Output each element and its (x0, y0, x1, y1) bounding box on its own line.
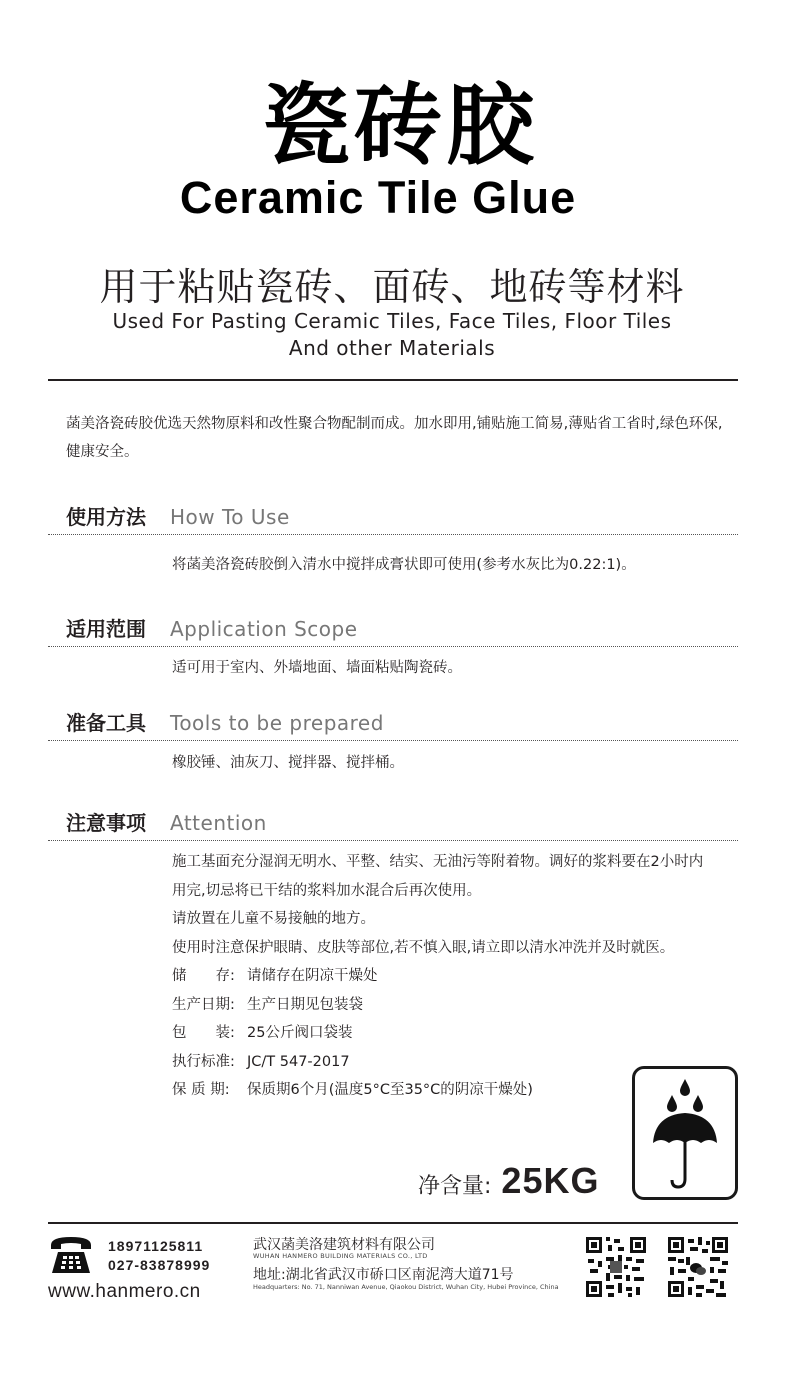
spec-production-date (172, 991, 742, 1020)
wechat-qr-code-icon[interactable] (666, 1235, 730, 1299)
address-cn: 地址:湖北省武汉市硚口区南泥湾大道71号 (253, 1267, 514, 1283)
dotted-divider (48, 840, 738, 841)
spec-value: 生产日期见包装袋 (247, 996, 363, 1013)
company-name-cn: 武汉菡美洛建筑材料有限公司 (253, 1237, 435, 1253)
intro-paragraph: 菡美洛瓷砖胶优选天然物原料和改性聚合物配制而成。加水即用,铺贴施工简易,薄贴省工省时,绿色环保,健康安全。 (66, 416, 723, 460)
spec-key: 保 质 期: (172, 1082, 230, 1098)
section-body-how-to-use: 将菡美洛瓷砖胶倒入清水中搅拌成膏状即可使用(参考水灰比为0.22:1)。 (172, 557, 636, 573)
top-divider (48, 379, 738, 381)
section-title-cn: 准备工具 (66, 711, 146, 735)
spec-packaging (172, 1019, 742, 1048)
attention-line: 施工基面充分湿润无明水、平整、结实、无油污等附着物。调好的浆料要在2小时内 (172, 854, 704, 870)
spec-value: JC/T 547-2017 (247, 1053, 350, 1070)
spec-value: 25公斤阀口袋装 (247, 1025, 353, 1041)
spec-value: 保质期6个月(温度5°C至35°C的阴凉干燥处) (247, 1082, 533, 1098)
dotted-divider (48, 534, 738, 535)
company-name-en: WUHAN HANMERO BUILDING MATERIALS CO., LTD (253, 1252, 428, 1260)
section-body-application-scope: 适可用于室内、外墙地面、墙面粘贴陶瓷砖。 (172, 660, 462, 676)
section-heading-tools (66, 707, 746, 737)
address-en: Headquarters: No. 71, Nanniwan Avenue, Qiaokou District, Wuhan City, Hubei Province, China (253, 1283, 559, 1291)
keep-dry-umbrella-icon (632, 1066, 738, 1200)
spec-key: 包 装: (172, 1025, 235, 1041)
dotted-divider (48, 646, 738, 647)
section-title-en: Attention (170, 811, 267, 835)
dotted-divider (48, 740, 738, 741)
product-title-cn: 瓷砖胶 (261, 74, 538, 177)
spec-key: 生产日期: (172, 996, 235, 1013)
section-heading-how-to-use (66, 501, 746, 531)
net-content-label: 净含量: (418, 1174, 492, 1199)
section-title-en: How To Use (170, 505, 290, 529)
section-title-en: Application Scope (170, 617, 358, 641)
spec-key: 执行标准: (172, 1053, 235, 1070)
telephone-icon (48, 1233, 94, 1277)
product-subtitle-en (0, 308, 784, 362)
net-content (418, 1160, 599, 1210)
bottom-divider (48, 1222, 738, 1224)
phone-landline: 027-83878999 (108, 1257, 211, 1273)
section-title-cn: 使用方法 (66, 505, 146, 529)
section-title-cn: 适用范围 (66, 617, 146, 641)
attention-line: 请放置在儿童不易接触的地方。 (172, 911, 375, 927)
attention-line: 用完,切忌将已干结的浆料加水混合后再次使用。 (172, 882, 482, 899)
net-content-value: 25KG (501, 1160, 600, 1201)
section-title-cn: 注意事项 (66, 811, 146, 835)
subtitle-en-line2: And other Materials (288, 336, 496, 360)
subtitle-en-line1: Used For Pasting Ceramic Tiles, Face Tiles, Floor Tiles (112, 309, 672, 333)
section-body-tools: 橡胶锤、油灰刀、搅拌器、搅拌桶。 (172, 755, 404, 771)
qr-code-icon[interactable] (584, 1235, 648, 1299)
phone-mobile: 18971125811 (108, 1238, 204, 1254)
section-title-en: Tools to be prepared (170, 711, 384, 735)
spec-key: 储 存: (172, 968, 235, 984)
section-heading-attention (66, 807, 746, 837)
section-heading-application-scope (66, 613, 746, 643)
website-link[interactable]: www.hanmero.cn (48, 1281, 201, 1302)
product-subtitle-cn: 用于粘贴瓷砖、面砖、地砖等材料 (99, 265, 685, 309)
attention-line: 使用时注意保护眼睛、皮肤等部位,若不慎入眼,请立即以清水冲洗并及时就医。 (172, 939, 675, 956)
product-title-en: Ceramic Tile Glue (179, 172, 577, 223)
spec-storage (172, 962, 742, 991)
spec-value: 请储存在阴凉干燥处 (247, 968, 378, 984)
